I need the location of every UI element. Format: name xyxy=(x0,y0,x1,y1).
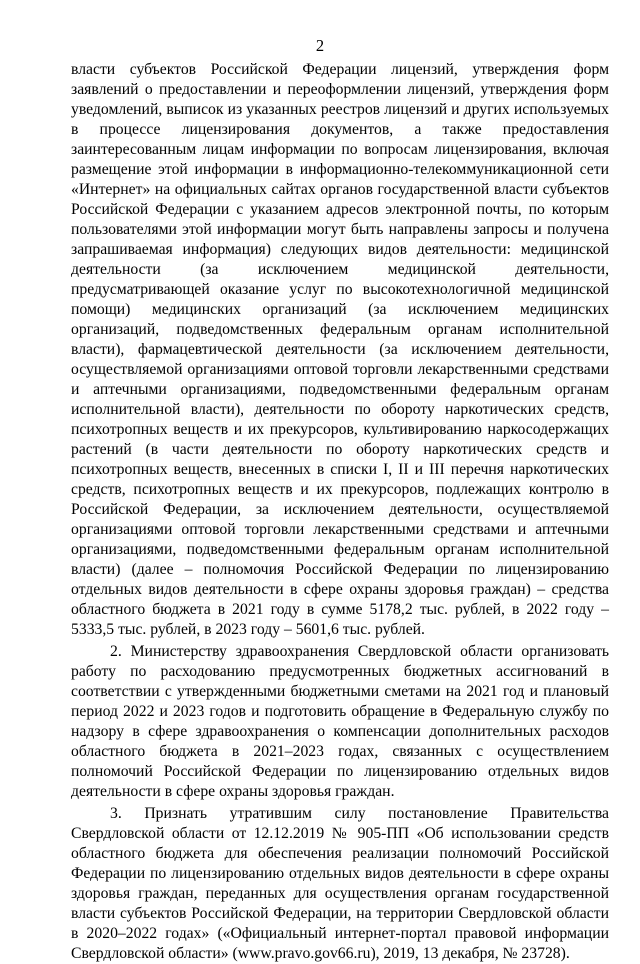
paragraph-item-2: 2. Министерству здравоохранения Свердловской области организовать работу по расходованию предусмотренных бюджетных ассигнований в соответствии с утвержденными бюджетными сметами на 2021 год и плановый период 2022 и 2023 годов и подготовить обращение в Федеральную службу по надзору в сфере здравоохранения о компенсации дополнительных расходов областного бюджета в 2021–2023 годах, связанных с осуществлением полномочий Российской Федерации по лицензированию отдельных видов деятельности в сфере охраны здоровья граждан. xyxy=(71,643,609,800)
paragraph-continuation: власти субъектов Российской Федерации лицензий, утверждения форм заявлений о предоставлении и переоформлении лицензий, утверждения форм уведомлений, выписок из указанных реестров лицензий и других используемых в процессе лицензирования документов, а также предоставления заинтересованным лицам информации по вопросам лицензирования, включая размещение этой информации в информационно-телекоммуникационной сети «Интернет» на официальных сайтах органов государственной власти субъектов Российской Федерации с указанием адресов электронной почты, по которым пользователями этой информации могут быть направлены запросы и получена запрашиваемая информация) следующих видов деятельности: медицинской деятельности (за исключением медицинской деятельности, предусматривающей оказание услуг по высокотехнологичной медицинской помощи) медицинских организаций (за исключением медицинских организаций, подведомственных федеральным органам исполнительной власти), фармацевтической деятельности (за исключением деятельности, осуществляемой организациями оптовой торговли лекарственными средствами и аптечными организациями, подведомственными федеральным органам исполнительной власти), деятельности по обороту наркотических средств, психотропных веществ и их прекурсоров, культивированию наркосодержащих растений (в части деятельности по обороту наркотических средств и психотропных веществ, внесенных в списки I, II и III перечня наркотических средств, психотропных веществ и их прекурсоров, подлежащих контролю в Российской Федерации, за исключением деятельности, осуществляемой организациями оптовой торговли лекарственными средствами и аптечными организациями, подведомственными федеральным органам исполнительной власти) (далее – полномочия Российской Федерации по лицензированию отдельных видов деятельности в сфере охраны здоровья граждан) – средства областного бюджета в 2021 году в сумме 5178,2 тыс. рублей, в 2022 году – 5333,5 тыс. рублей, в 2023 году – 5601,6 тыс. рублей. xyxy=(71,61,609,638)
paragraph-item-3: 3. Признать утратившим силу постановление Правительства Свердловской области от 12.12.2019 № 905-ПП «Об использовании средств областного бюджета для обеспечения реализации полномочий Российской Федерации по лицензированию отдельных видов деятельности в сфере охраны здоровья граждан, переданных для осуществления органам государственной власти субъектов Российской Федерации, на территории Свердловской области в 2020–2022 годах» («Официальный интернет-портал правовой информации Свердловской области» (www.pravo.gov66.ru), 2019, 13 декабря, № 23728). xyxy=(71,805,609,962)
document-body xyxy=(71,60,609,964)
page-number: 2 xyxy=(315,36,325,55)
